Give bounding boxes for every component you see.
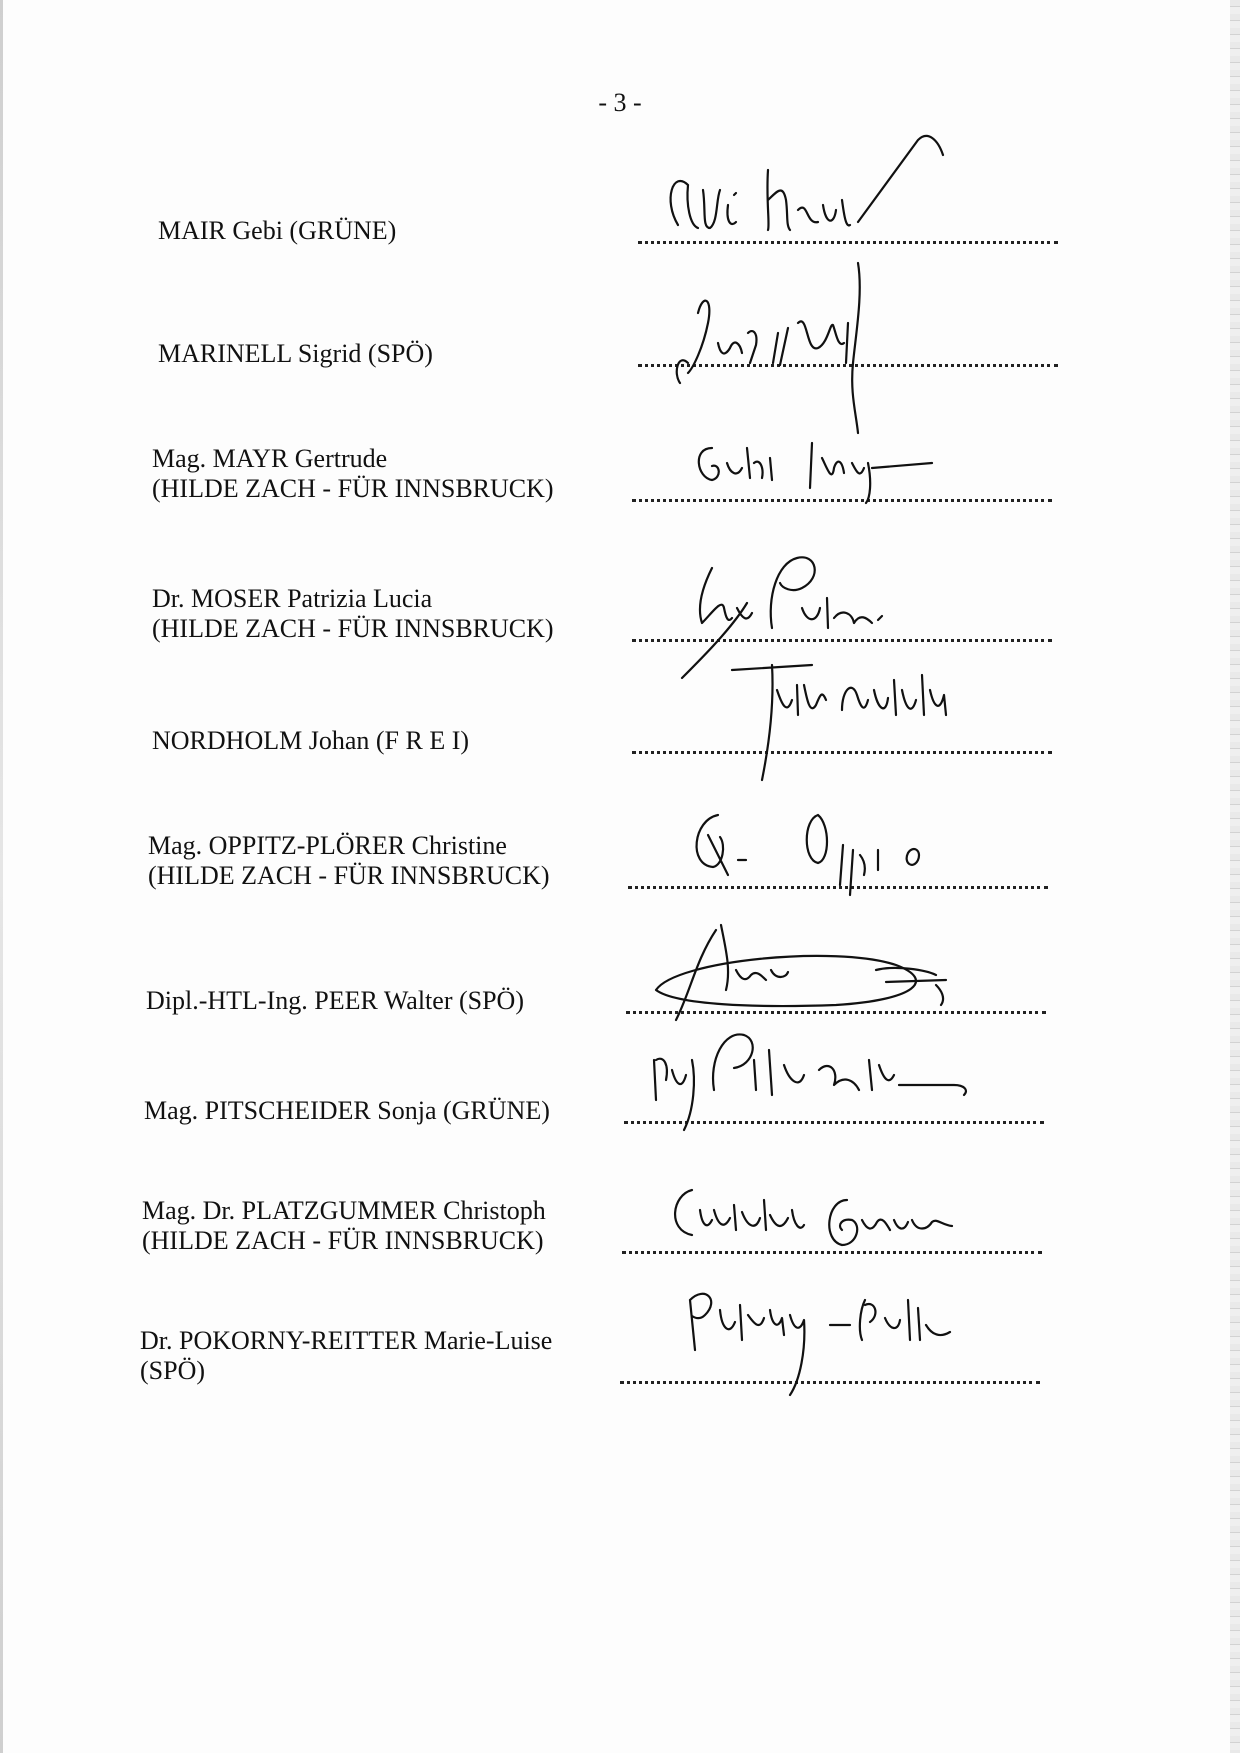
member-name: Dr. MOSER Patrizia Lucia (HILDE ZACH - FÜR INNSBRUCK) (152, 584, 554, 643)
signature-entry-nordholm (152, 650, 1240, 770)
handwritten-signature (682, 408, 982, 528)
signature-entry-mayr (152, 398, 1240, 518)
handwritten-signature (658, 130, 978, 270)
member-name: NORDHOLM Johan (F R E I) (152, 726, 470, 755)
signature-entry-marinell (158, 263, 1240, 383)
member-name: MARINELL Sigrid (SPÖ) (158, 339, 433, 368)
signature-entry-pokorny-reitter (140, 1280, 1240, 1400)
handwritten-signature (660, 1240, 1000, 1410)
page-number: - 3 - (598, 88, 642, 117)
member-name: Dr. POKORNY-REITTER Marie-Luise (SPÖ) (140, 1326, 553, 1385)
signature-entry-mair (158, 140, 1240, 260)
signature-entry-oppitz-ploerer (148, 785, 1240, 905)
member-name: Mag. Dr. PLATZGUMMER Christoph (HILDE ZACH - FÜR INNSBRUCK) (142, 1196, 546, 1255)
member-name: Mag. MAYR Gertrude (HILDE ZACH - FÜR INNSBRUCK) (152, 444, 554, 503)
signature-entry-pitscheider (144, 1020, 1240, 1140)
member-name: MAIR Gebi (GRÜNE) (158, 216, 397, 245)
member-name: Mag. PITSCHEIDER Sonja (GRÜNE) (144, 1096, 550, 1125)
member-name: Mag. OPPITZ-PLÖRER Christine (HILDE ZACH - FÜR INNSBRUCK) (148, 831, 550, 890)
member-name: Dipl.-HTL-Ing. PEER Walter (SPÖ) (146, 986, 524, 1015)
handwritten-signature (692, 620, 992, 800)
handwritten-signature (634, 990, 994, 1140)
scan-edge-left (0, 0, 3, 1753)
